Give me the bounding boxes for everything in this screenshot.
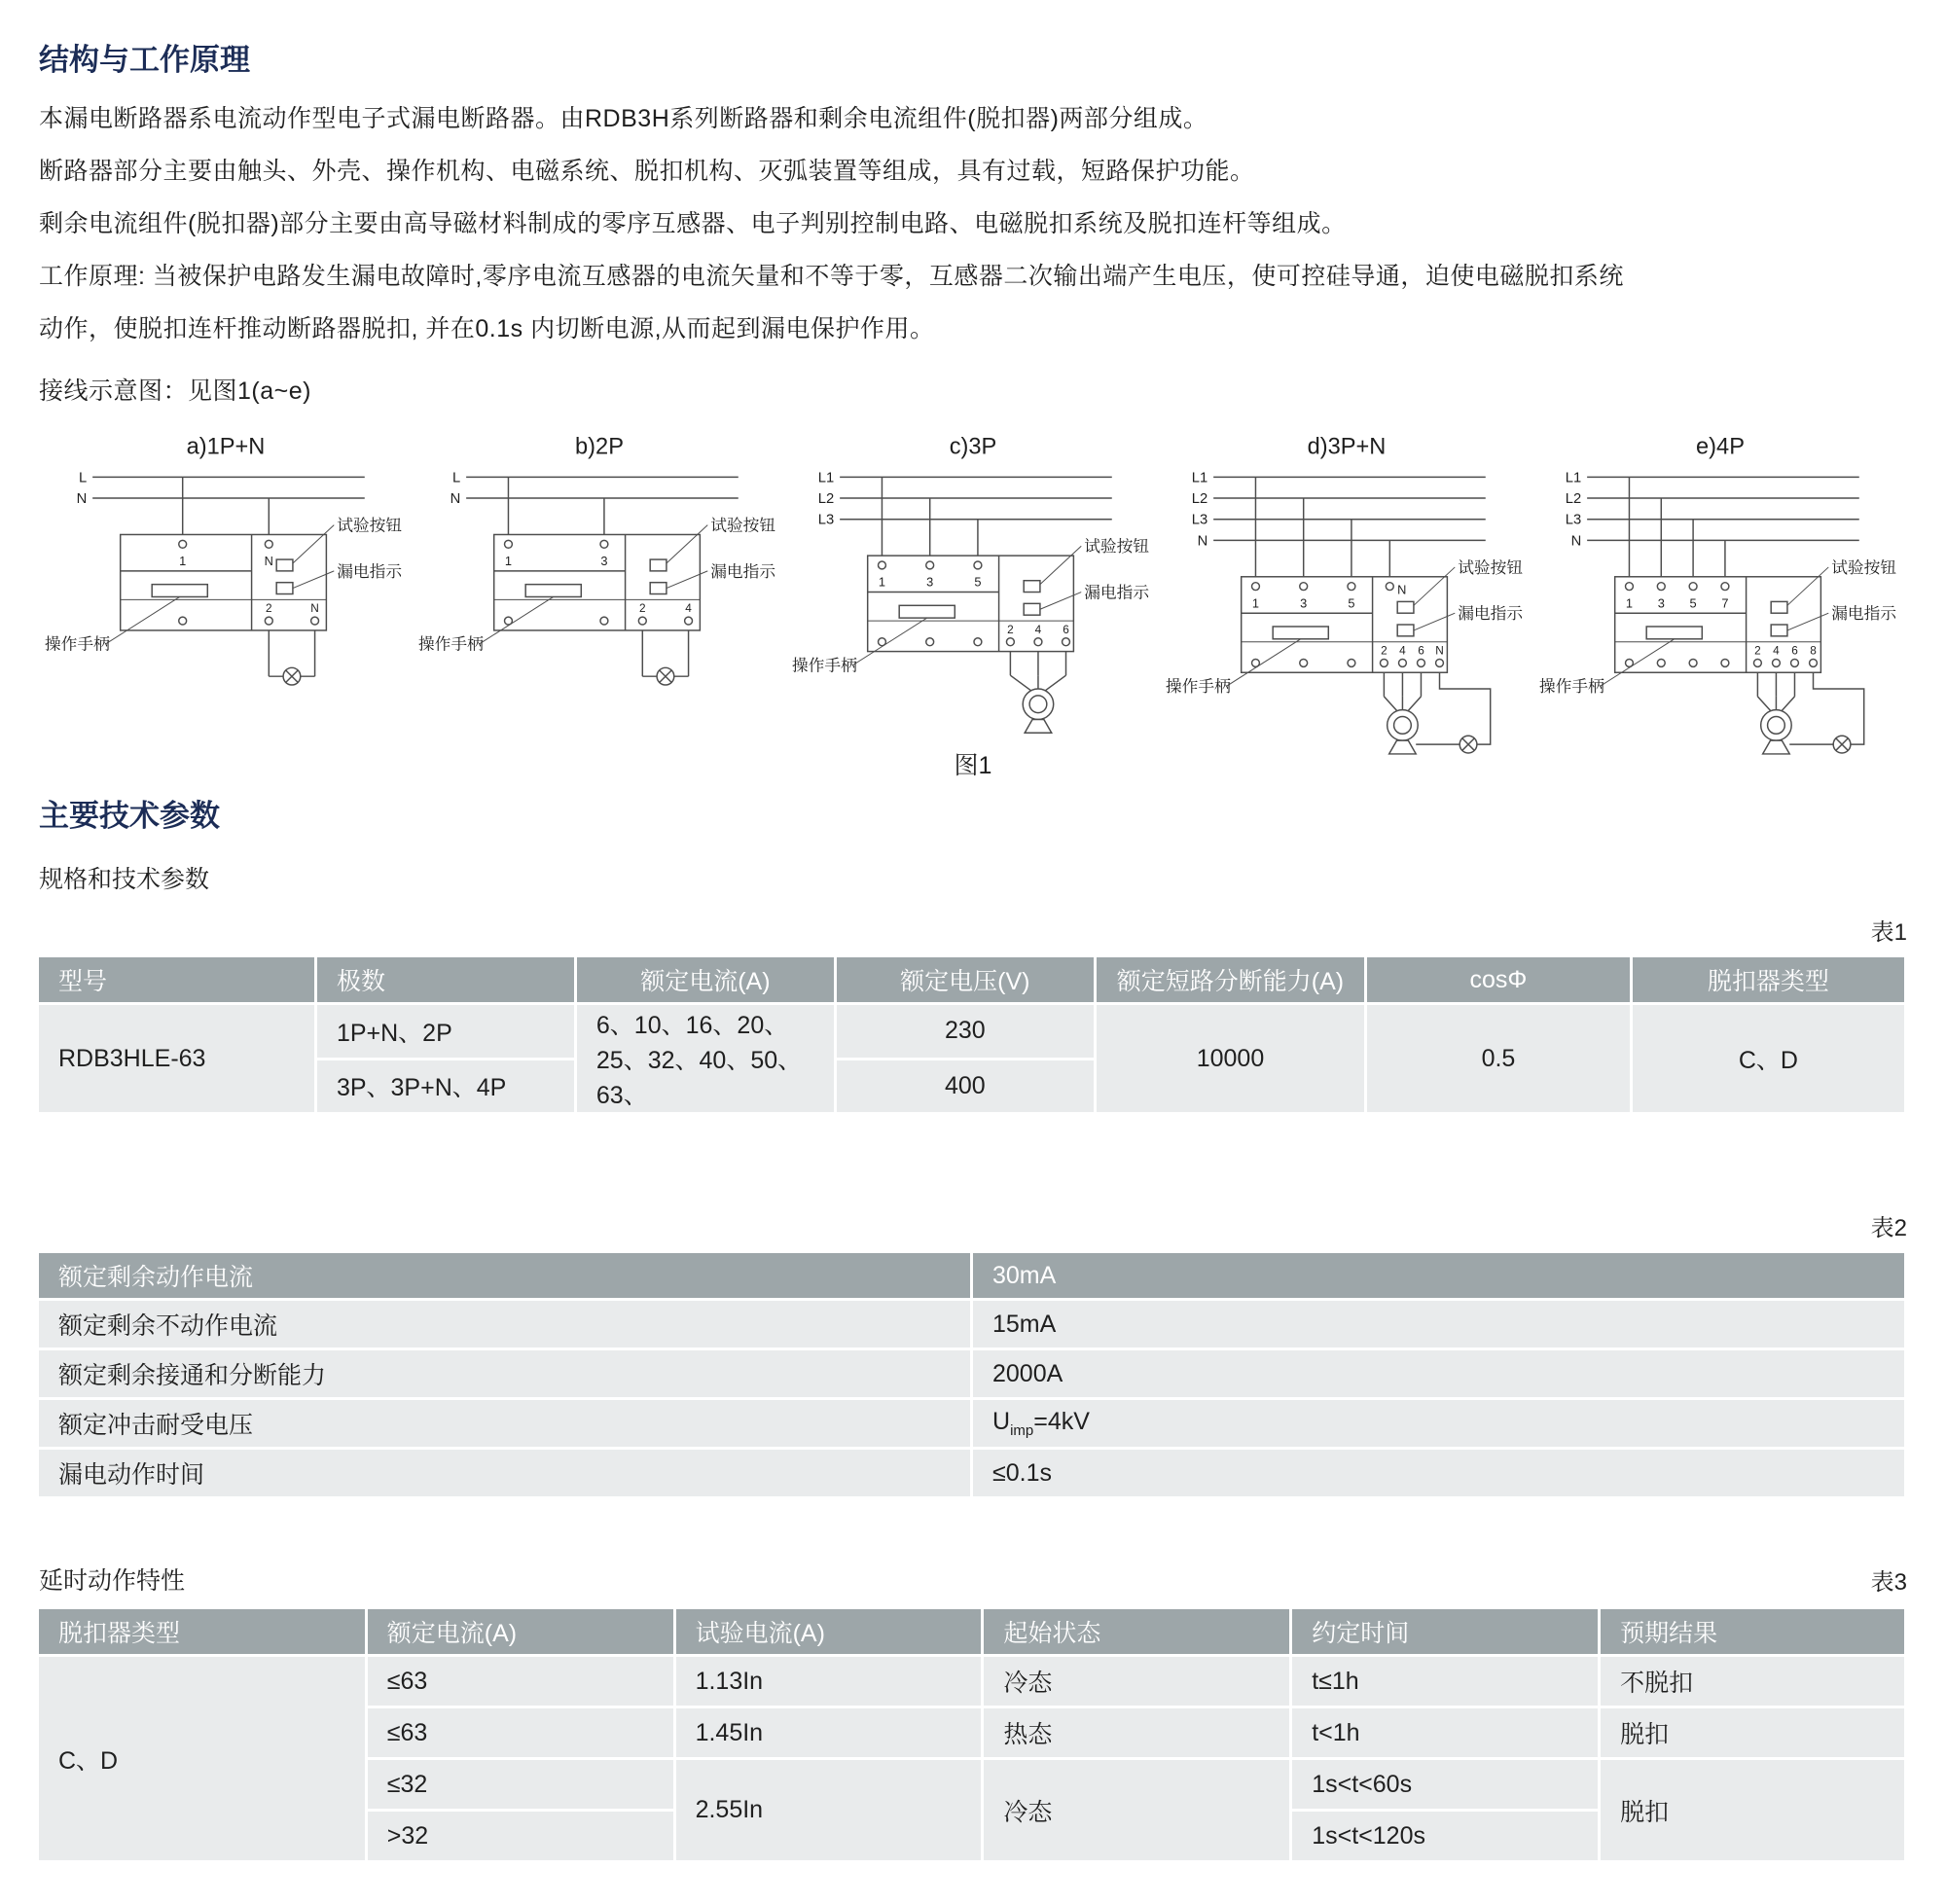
terminal-number: 5 [1348, 595, 1355, 611]
terminal-number: 4 [1399, 643, 1406, 658]
paragraph-2: 断路器部分主要由触头、外壳、操作机构、电磁系统、脱扣机构、灭弧装置等组成，具有过载，短路保护功能。 [39, 158, 1255, 185]
t3-r1-state: 冷态 [984, 1657, 1289, 1706]
t3-h-release: 脱扣器类型 [39, 1609, 365, 1654]
t3-h-time: 约定时间 [1292, 1609, 1598, 1654]
operating-handle-label: 操作手柄 [1165, 676, 1231, 696]
t3-r2-test: 1.45In [676, 1708, 982, 1757]
paragraph-4: 工作原理: 当被保护电路发生漏电故障时,零序电流互感器的电流矢量和不等于零，互感器二次输出端产生电压，使可控硅导通，迫使电磁脱扣系统 [39, 263, 1624, 290]
t1-h-breaking: 额定短路分断能力(A) [1097, 957, 1364, 1002]
test-button-label: 试验按钮 [710, 516, 776, 535]
t1-h-model: 型号 [39, 957, 314, 1002]
supply-line-label: N [76, 490, 88, 507]
terminal-number: 5 [974, 574, 982, 590]
terminal-number: 1 [1625, 595, 1634, 611]
table1-specifications [36, 954, 1907, 1115]
supply-line-label: L1 [1191, 470, 1208, 486]
t2-r1-value: 30mA [973, 1253, 1904, 1298]
terminal-number: 6 [1063, 622, 1069, 636]
figure-reference: 接线示意图：见图1(a~e) [39, 377, 311, 405]
table3-title: 延时动作特性 [39, 1567, 186, 1595]
t1-current: 6、10、16、20、25、32、40、50、63、 [577, 1005, 834, 1112]
t3-h-state: 起始状态 [984, 1609, 1289, 1654]
test-button-label: 试验按钮 [1831, 557, 1897, 577]
figure1-wiring-diagrams [39, 429, 1907, 760]
terminal-number: N [264, 553, 273, 568]
t1-cosphi: 0.5 [1367, 1005, 1630, 1112]
supply-line-label: L3 [1191, 512, 1208, 528]
terminal-number: 5 [1689, 595, 1697, 611]
terminal-number: 3 [1657, 595, 1665, 611]
terminal-number: N [1435, 643, 1444, 658]
t3-r4-rated: >32 [368, 1812, 673, 1860]
diagram-title: a)1P+N [186, 434, 266, 460]
section-title-parameters: 主要技术参数 [39, 799, 220, 833]
terminal-number: 2 [1754, 643, 1761, 658]
table2-row-1 [39, 1253, 1904, 1298]
t2-r2-value: 15mA [973, 1301, 1904, 1347]
leakage-indicator-label: 漏电指示 [1831, 604, 1897, 624]
wiring-diagram-c [786, 429, 1160, 760]
table3-delay-characteristics [36, 1606, 1907, 1863]
t3-r3-rated: ≤32 [368, 1760, 673, 1809]
supply-line-label: L [79, 470, 88, 486]
diagram-title: e)4P [1696, 434, 1745, 460]
table2-row-3 [39, 1350, 1904, 1397]
t3-r3-test: 2.55In [676, 1760, 982, 1860]
t1-release: C、D [1633, 1005, 1904, 1112]
paragraph-5: 动作，使脱扣连杆推动断路器脱扣, 并在0.1s 内切断电源,从而起到漏电保护作用。 [39, 315, 935, 342]
t3-r2-rated: ≤63 [368, 1708, 673, 1757]
terminal-number: 3 [600, 553, 608, 568]
terminal-number: 3 [1300, 595, 1308, 611]
terminal-number: 1 [504, 553, 513, 568]
table2-residual-current [36, 1250, 1907, 1499]
t1-h-current: 额定电流(A) [577, 957, 834, 1002]
supply-line-label: L [452, 470, 461, 486]
uimp-base: U [992, 1408, 1011, 1435]
terminal-number: N [1397, 582, 1407, 597]
table3-row-1 [39, 1657, 1904, 1706]
diagram-title: c)3P [949, 434, 997, 460]
wiring-diagram-e [1533, 429, 1907, 760]
t3-r1-time: t≤1h [1292, 1657, 1598, 1706]
terminal-number: 2 [266, 601, 272, 616]
t2-r1-label: 额定剩余动作电流 [39, 1253, 970, 1298]
t3-h-rated: 额定电流(A) [368, 1609, 673, 1654]
leakage-indicator-label: 漏电指示 [1458, 604, 1524, 624]
test-button-label: 试验按钮 [337, 516, 403, 535]
terminal-number: 4 [685, 601, 692, 616]
t2-r5-value: ≤0.1s [973, 1450, 1904, 1496]
t3-r2-state: 热态 [984, 1708, 1289, 1757]
uimp-subscript: imp [1010, 1422, 1034, 1439]
table3-tag: 表3 [1870, 1569, 1907, 1596]
t3-r1-test: 1.13In [676, 1657, 982, 1706]
operating-handle-label: 操作手柄 [44, 634, 110, 654]
t3-r3-time: 1s<t<60s [1292, 1760, 1598, 1809]
terminal-number: 1 [878, 574, 886, 590]
supply-line-label: L3 [817, 512, 835, 528]
terminal-number: 4 [1034, 622, 1042, 636]
supply-line-label: N [450, 490, 461, 507]
t2-r3-value: 2000A [973, 1350, 1904, 1397]
terminal-number: 6 [1418, 643, 1424, 658]
t2-r5-label: 漏电动作时间 [39, 1450, 970, 1496]
table1-header-row [39, 957, 1904, 1002]
table1-tag: 表1 [1870, 919, 1907, 946]
t1-h-voltage: 额定电压(V) [837, 957, 1094, 1002]
t3-r2-result: 脱扣 [1601, 1708, 1904, 1757]
terminal-number: 7 [1721, 595, 1729, 611]
t1-voltage-2: 400 [837, 1060, 1094, 1113]
t1-h-poles: 极数 [317, 957, 574, 1002]
t3-release-type: C、D [39, 1657, 365, 1860]
t2-r4-label: 额定冲击耐受电压 [39, 1400, 970, 1447]
terminal-number: 4 [1773, 643, 1780, 658]
diagram-title: d)3P+N [1307, 434, 1387, 460]
uimp-rest: =4kV [1033, 1408, 1090, 1435]
subtitle-specs: 规格和技术参数 [39, 866, 210, 893]
t1-breaking: 10000 [1097, 1005, 1364, 1112]
t3-h-result: 预期结果 [1601, 1609, 1904, 1654]
section-title-structure: 结构与工作原理 [39, 43, 250, 77]
t1-poles-2: 3P、3P+N、4P [317, 1060, 574, 1113]
t3-r2-time: t<1h [1292, 1708, 1598, 1757]
wiring-diagram-b [413, 429, 786, 760]
terminal-number: 2 [1007, 622, 1014, 636]
wiring-diagram-a [39, 429, 413, 760]
intro-paragraphs [39, 104, 1907, 406]
test-button-label: 试验按钮 [1084, 537, 1150, 557]
diagram-title: b)2P [575, 434, 624, 460]
figure1-caption: 图1 [954, 752, 992, 779]
t3-r1-result: 不脱扣 [1601, 1657, 1904, 1706]
t3-r3-state: 冷态 [984, 1760, 1289, 1860]
supply-line-label: L1 [817, 470, 835, 486]
t1-voltage-1: 230 [837, 1005, 1094, 1058]
supply-line-label: L2 [1191, 490, 1208, 507]
t1-h-release: 脱扣器类型 [1633, 957, 1904, 1002]
t1-model: RDB3HLE-63 [39, 1005, 314, 1112]
table2-tag: 表2 [1870, 1215, 1907, 1241]
table3-title-row [39, 1562, 1907, 1597]
terminal-number: 1 [179, 553, 187, 568]
leakage-indicator-label: 漏电指示 [1084, 583, 1150, 602]
operating-handle-label: 操作手柄 [1538, 676, 1604, 696]
t3-h-test: 试验电流(A) [676, 1609, 982, 1654]
leakage-indicator-label: 漏电指示 [710, 561, 776, 581]
supply-line-label: L3 [1565, 512, 1582, 528]
table2-row-4 [39, 1400, 1904, 1447]
supply-line-label: L1 [1565, 470, 1582, 486]
t2-r4-value [973, 1400, 1904, 1447]
supply-line-label: L2 [1565, 490, 1582, 507]
t3-r3-result: 脱扣 [1601, 1760, 1904, 1860]
supply-line-label: L2 [817, 490, 835, 507]
table3-header-row [39, 1609, 1904, 1654]
terminal-number: 2 [1381, 643, 1387, 658]
table2-row-5 [39, 1450, 1904, 1496]
paragraph-1: 本漏电断路器系电流动作型电子式漏电断路器。由RDB3H系列断路器和剩余电流组件(脱扣器)两部分组成。 [39, 105, 1208, 132]
t3-r4-time: 1s<t<120s [1292, 1812, 1598, 1860]
t2-r2-label: 额定剩余不动作电流 [39, 1301, 970, 1347]
operating-handle-label: 操作手柄 [417, 634, 484, 654]
terminal-number: 1 [1251, 595, 1260, 611]
t3-r1-rated: ≤63 [368, 1657, 673, 1706]
operating-handle-label: 操作手柄 [791, 656, 857, 675]
supply-line-label: N [1570, 533, 1582, 550]
terminal-number: 8 [1810, 643, 1817, 658]
supply-line-label: N [1197, 533, 1208, 550]
terminal-number: 6 [1791, 643, 1798, 658]
terminal-number: N [310, 601, 319, 616]
leakage-indicator-label: 漏电指示 [337, 561, 403, 581]
table1-row-1 [39, 1005, 1904, 1058]
wiring-diagram-d [1160, 429, 1533, 760]
terminal-number: 3 [926, 574, 934, 590]
terminal-number: 2 [639, 601, 646, 616]
t1-poles-1: 1P+N、2P [317, 1005, 574, 1058]
table2-row-2 [39, 1301, 1904, 1347]
paragraph-3: 剩余电流组件(脱扣器)部分主要由高导磁材料制成的零序互感器、电子判别控制电路、电磁脱扣系统及脱扣连杆等组成。 [39, 210, 1347, 237]
test-button-label: 试验按钮 [1458, 557, 1524, 577]
t1-h-cosphi: cosΦ [1367, 957, 1630, 1002]
t2-r3-label: 额定剩余接通和分断能力 [39, 1350, 970, 1397]
